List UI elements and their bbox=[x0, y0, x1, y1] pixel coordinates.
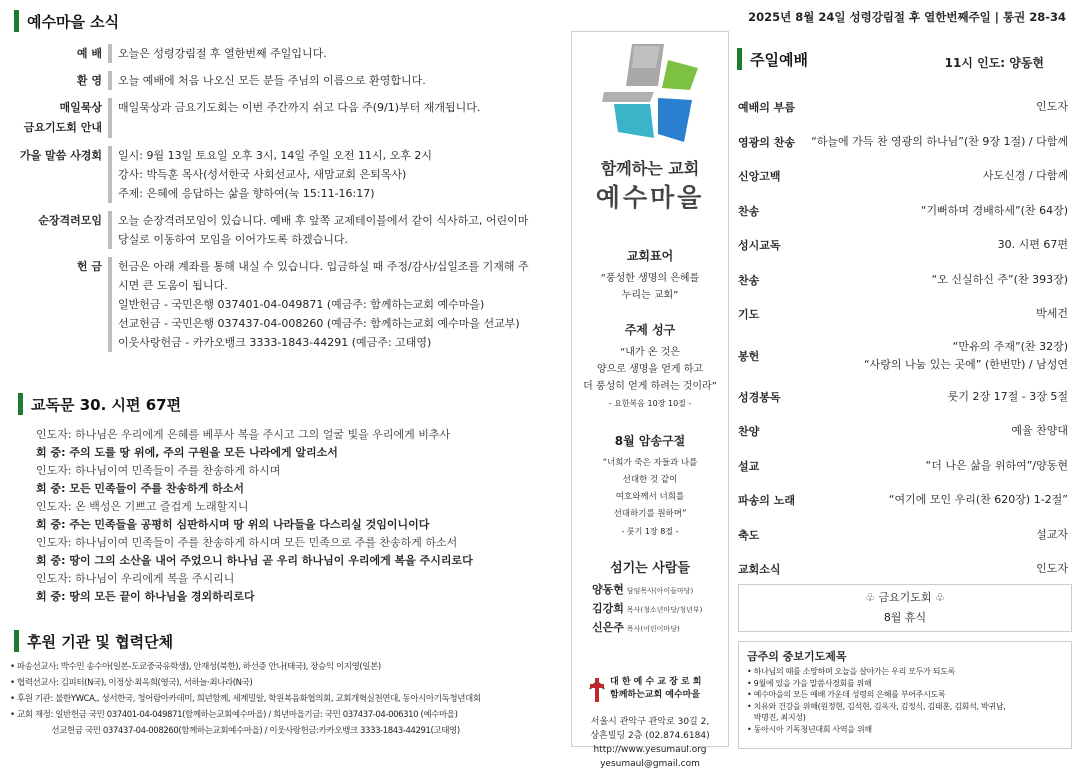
cross-icon bbox=[588, 675, 606, 703]
reading-line bbox=[36, 480, 536, 498]
verse-line: 더 풍성히 얻게 하려는 것이라” bbox=[583, 381, 717, 392]
worship-item bbox=[738, 228, 1068, 263]
sponsor-line: • 파송선교사: 박수민 송수아(일본-도쿄중국유학생), 안재성(북한), 하선증 안나(태국), 장승익 이지영(일본) bbox=[10, 662, 381, 672]
worship-item-line: “더 나은 삶을 위하여”/양동현 bbox=[925, 458, 1068, 472]
reading-line bbox=[36, 498, 536, 516]
worship-item-value bbox=[1036, 305, 1068, 323]
reading-line bbox=[36, 426, 536, 444]
verse-line: 양으로 생명을 얻게 하고 bbox=[596, 364, 704, 375]
theme-verse-title: 주제 성구 bbox=[624, 323, 676, 337]
worship-item-value bbox=[1036, 560, 1068, 578]
worship-item-line: “기뻐하며 경배하세”(찬 64장) bbox=[920, 203, 1068, 217]
prayer-topic: • 치유와 건강을 위해(원정현, 김석현, 김옥자, 김정식, 김태훈, 김회석, 박귀남, bbox=[747, 701, 1006, 711]
reading-speaker: 인도자 bbox=[36, 500, 68, 513]
reading-title-text: 교독문 30. 시편 67편 bbox=[31, 395, 182, 414]
news-item-line: 강사: 박득훈 목사(성서한국 사회선교사, 새맘교회 은퇴목사) bbox=[118, 168, 407, 181]
reading-separator: : bbox=[61, 482, 70, 495]
motto-title: 교회표어 bbox=[626, 249, 674, 263]
worship-item-line: 설교자 bbox=[1036, 527, 1068, 541]
news-item-line: 오늘 예배에 처음 나오신 모든 분들 주님의 이름으로 환영합니다. bbox=[118, 74, 426, 87]
news-item-body bbox=[118, 71, 534, 90]
reading-separator: : bbox=[67, 536, 76, 549]
reading-line bbox=[36, 462, 536, 480]
reading-speaker: 인도자 bbox=[36, 536, 68, 549]
worship-item bbox=[738, 125, 1068, 160]
news-divider-bar bbox=[108, 257, 112, 352]
reading-line bbox=[36, 570, 536, 588]
verse-line: 선대한 것 같이 bbox=[622, 475, 678, 485]
worship-item-value bbox=[921, 202, 1068, 220]
reading-text: 땅의 모든 끝이 하나님을 경외하리로다 bbox=[69, 590, 255, 603]
news-divider-bar bbox=[108, 146, 112, 203]
worship-item-value bbox=[889, 491, 1068, 509]
worship-item-value bbox=[998, 236, 1068, 254]
prayer-topic: • 예수마을의 모든 예배 가운데 성령의 은혜를 부어주시도록 bbox=[747, 690, 946, 699]
title-accent-bar bbox=[18, 393, 23, 415]
reading-speaker: 회 중 bbox=[36, 518, 62, 531]
worship-item-name: 설교 bbox=[738, 459, 760, 473]
reading-text: 하나님이 우리에게 복을 주시리니 bbox=[75, 572, 235, 585]
verse-line: “내가 온 것은 bbox=[620, 347, 680, 358]
news-item-line: 오늘은 성령강림절 후 열한번째 주일입니다. bbox=[118, 47, 327, 60]
reading-text: 주는 민족들을 공평히 심판하시며 땅 위의 나라들을 다스리실 것임이니이다 bbox=[69, 518, 430, 531]
news-divider-bar bbox=[108, 98, 112, 138]
memory-verse-text bbox=[572, 455, 728, 540]
sponsor-line: • 후원 기관: 불한YWCA,, 성서한국, 청어람아카데미, 희년함께, 세계밀알, 학원복음화협의회, 교회개혁실천연대, 동아시아기독청년대회 bbox=[10, 694, 481, 704]
reading-separator: : bbox=[61, 590, 70, 603]
worship-item-name: 찬양 bbox=[738, 425, 760, 439]
server-role: 목사(어린이마당) bbox=[626, 625, 680, 633]
memory-verse-title: 8월 암송구절 bbox=[614, 434, 686, 448]
sponsors-list bbox=[10, 659, 570, 739]
church-full-name: 함께하는교회 예수마을 bbox=[610, 690, 701, 700]
worship-item-line: “하늘에 가득 찬 영광의 하나님”(찬 9장 1절) / 다함께 bbox=[811, 134, 1068, 148]
news-item-label: 매일묵상 금요기도회 안내 bbox=[23, 101, 102, 134]
sponsor-line: • 교회 재정: 일반헌금 국민 037401-04-049871(함께하는교회예수마을) / 희년마을기금: 국민 037437-04-006310 (예수마을) bbox=[10, 710, 458, 720]
sponsor-line: 선교헌금 국민 037437-04-008260(함께하는교회예수마을) / 이웃사랑헌금:카카오뱅크 3333-1843-44291(고태영) bbox=[10, 726, 460, 736]
server-name: 김강희 bbox=[592, 602, 624, 615]
email-link[interactable]: yesumaul@gmail.com bbox=[600, 759, 700, 769]
server-role: 목사(청소년마당/청년부) bbox=[626, 606, 703, 614]
news-item-body bbox=[118, 146, 534, 203]
worship-item-name: 성경봉독 bbox=[738, 390, 781, 404]
worship-item-value bbox=[1036, 526, 1068, 544]
news-item-line: 당실로 이동하여 모임을 이어가도록 하겠습니다. bbox=[118, 233, 349, 246]
worship-item-line: “오 신실하신 주”(찬 393장) bbox=[931, 272, 1068, 286]
prayer-topic: • 하나님의 때를 소망하며 오늘을 살아가는 우리 모두가 되도록 bbox=[747, 667, 956, 676]
reading-line bbox=[36, 444, 536, 462]
worship-item-line: 룻기 2장 17절 - 3장 5절 bbox=[947, 389, 1068, 403]
news-item-line: 매일묵상과 금요기도회는 이번 주간까지 쉬고 다음 주(9/1)부터 재개됩니다. bbox=[118, 101, 481, 114]
prayer-topics-title: 금주의 중보기도제목 bbox=[747, 650, 847, 663]
worship-item-line: 30. 시편 67편 bbox=[997, 238, 1068, 252]
reading-separator: : bbox=[61, 446, 70, 459]
worship-item bbox=[738, 159, 1068, 194]
friday-prayer-note: 8월 휴식 bbox=[883, 611, 927, 624]
news-item bbox=[14, 44, 534, 63]
reading-speaker: 인도자 bbox=[36, 572, 68, 585]
server-entry bbox=[592, 619, 722, 638]
sponsor-line: • 협력선교사: 김피터(N국), 이정상·최옥희(영국), 서하늘·최나라(N국) bbox=[10, 678, 253, 688]
news-item bbox=[14, 98, 534, 138]
news-item-line: 일반헌금 - 국민은행 037401-04-049871 (예금주: 함께하는교회 예수마을) bbox=[118, 298, 485, 311]
motto-line: 누리는 교회” bbox=[621, 290, 679, 301]
worship-item-line: “여기에 모인 우리(찬 620장) 1-2절” bbox=[888, 493, 1068, 507]
news-item-label: 헌 금 bbox=[76, 260, 102, 273]
reading-line bbox=[36, 534, 536, 552]
news-list bbox=[14, 44, 534, 360]
worship-item bbox=[738, 332, 1068, 380]
worship-item bbox=[738, 414, 1068, 449]
reading-speaker: 회 중 bbox=[36, 590, 62, 603]
sponsors-title-text: 후원 기관 및 협력단체 bbox=[27, 632, 174, 651]
worship-title-text: 주일예배 bbox=[750, 50, 808, 69]
worship-item-name: 축도 bbox=[738, 528, 760, 542]
reading-text: 땅이 그의 소산을 내어 주었으니 하나님 곧 우리 하나님이 우리에게 복을 주시리로다 bbox=[69, 554, 473, 567]
reading-text: 온 백성은 기쁘고 즐겁게 노래할지니 bbox=[75, 500, 249, 513]
verse-line: 선대하기를 원하며” bbox=[613, 509, 687, 519]
news-item-label: 가을 말씀 사경회 bbox=[19, 149, 102, 162]
worship-item-name: 영광의 찬송 bbox=[738, 135, 795, 149]
news-item-body bbox=[118, 257, 534, 352]
prayer-topics-box bbox=[738, 641, 1072, 749]
worship-item-value bbox=[926, 457, 1068, 475]
verse-reference: - 요한복음 10장 10절 - bbox=[608, 399, 692, 408]
reading-speaker: 회 중 bbox=[36, 482, 62, 495]
worship-item-name: 기도 bbox=[738, 308, 760, 322]
news-item bbox=[14, 211, 534, 249]
worship-item bbox=[738, 194, 1068, 229]
church-name: 예수마을 bbox=[595, 183, 705, 212]
news-item-line: 일시: 9월 13일 토요일 오후 3시, 14일 주일 오전 11시, 오후 2시 bbox=[118, 149, 433, 162]
reading-separator: : bbox=[67, 428, 76, 441]
denomination-block bbox=[588, 675, 718, 703]
worship-item bbox=[738, 297, 1068, 332]
news-divider-bar bbox=[108, 44, 112, 63]
news-item-line: 선교헌금 - 국민은행 037437-04-008260 (예금주: 함께하는교회 예수마을 선교부) bbox=[118, 317, 520, 330]
news-item-line: 시면 큰 도움이 됩니다. bbox=[118, 279, 228, 292]
worship-item-name: 봉헌 bbox=[738, 349, 760, 363]
news-item bbox=[14, 71, 534, 90]
worship-item-line: 사도신경 / 다함께 bbox=[982, 169, 1068, 183]
worship-order bbox=[738, 90, 1068, 587]
worship-item-line: 예율 찬양대 bbox=[1011, 424, 1068, 438]
worship-item-value bbox=[983, 167, 1068, 185]
news-item-body bbox=[118, 98, 534, 138]
worship-item-line: 인도자 bbox=[1036, 562, 1068, 576]
worship-item bbox=[738, 380, 1068, 415]
prayer-topics-list bbox=[747, 666, 1063, 735]
church-address bbox=[572, 715, 728, 771]
reading-text: 하나님은 우리에게 은혜를 베푸사 복을 주시고 그의 얼굴 빛을 우리에게 비추사 bbox=[75, 428, 451, 441]
theme-verse-text bbox=[572, 344, 728, 412]
news-section-title bbox=[14, 10, 119, 32]
verse-reference: - 룻기 1장 8절 - bbox=[621, 527, 679, 536]
reading-text: 하나님이여 민족들이 주를 찬송하게 하시며 bbox=[75, 464, 281, 477]
reading-line bbox=[36, 516, 536, 534]
bulletin-date-line: 2025년 8월 24일 성령강림절 후 열한번째주일 | 통권 28-34 bbox=[748, 10, 1066, 24]
reading-text: 주의 도를 땅 위에, 주의 구원을 모든 나라에게 알리소서 bbox=[69, 446, 338, 459]
sponsors-section-title bbox=[14, 630, 173, 652]
server-name: 신은주 bbox=[592, 621, 624, 634]
reading-speaker: 인도자 bbox=[36, 428, 68, 441]
worship-item-name: 찬송 bbox=[738, 204, 760, 218]
reading-speaker: 인도자 bbox=[36, 464, 68, 477]
address-line: 상흔빌딩 2층 (02.874.6184) bbox=[590, 731, 710, 741]
server-entry bbox=[592, 600, 722, 619]
news-item-line: 헌금은 아래 계좌를 통해 내실 수 있습니다. 입금하실 때 주정/감사/십일조를 기재해 주 bbox=[118, 260, 529, 273]
denomination-name: 대 한 예 수 교 장 로 회 bbox=[610, 677, 702, 687]
reading-speaker: 회 중 bbox=[36, 554, 62, 567]
reading-speaker: 회 중 bbox=[36, 446, 62, 459]
server-role: 담임목사(아이들마당) bbox=[626, 587, 694, 595]
worship-section-title bbox=[737, 48, 808, 70]
worship-time-leader: 11시 인도: 양동현 bbox=[944, 56, 1044, 70]
verse-line: “너희가 죽은 자들과 나를 bbox=[602, 458, 698, 468]
news-item bbox=[14, 257, 534, 352]
reading-separator: : bbox=[61, 554, 70, 567]
worship-item bbox=[738, 263, 1068, 298]
title-accent-bar bbox=[737, 48, 742, 70]
news-item-label: 순장격려모임 bbox=[38, 214, 102, 227]
worship-item-value bbox=[948, 388, 1068, 406]
worship-item-name: 성시교독 bbox=[738, 239, 781, 253]
news-title-text: 예수마을 소식 bbox=[27, 12, 120, 31]
prayer-topic: • 동아시아 기독청년대회 사역을 위해 bbox=[747, 724, 872, 734]
news-divider-bar bbox=[108, 211, 112, 249]
worship-item bbox=[738, 483, 1068, 518]
motto-text bbox=[572, 270, 728, 304]
worship-item bbox=[738, 449, 1068, 484]
server-name: 양동현 bbox=[592, 583, 624, 596]
worship-item-name: 찬송 bbox=[738, 273, 760, 287]
news-item bbox=[14, 146, 534, 203]
worship-item-line: “만유의 주재”(찬 32장) bbox=[952, 339, 1068, 353]
servers-list bbox=[592, 581, 722, 638]
news-item-line: 주제: 은혜에 응답하는 삶을 향하여(눅 15:11-16:17) bbox=[118, 187, 375, 200]
church-subname: 함께하는 교회 bbox=[600, 159, 700, 178]
news-item-label: 환 영 bbox=[76, 74, 102, 87]
worship-item-name: 신앙고백 bbox=[738, 170, 781, 184]
news-item-line: 오늘 순장격려모임이 있습니다. 예배 후 앞쪽 교제테이블에서 같이 식사하고, 어린이마 bbox=[118, 214, 529, 227]
website-link[interactable]: http://www.yesumaul.org bbox=[593, 745, 707, 755]
worship-item-name: 파송의 노래 bbox=[738, 494, 795, 508]
worship-item-line: 인도자 bbox=[1036, 100, 1068, 114]
prayer-topic: 박명진, 최지성) bbox=[747, 713, 806, 722]
worship-item-value bbox=[864, 338, 1068, 374]
news-item-body bbox=[118, 211, 534, 249]
news-item-body bbox=[118, 44, 534, 63]
worship-item-value bbox=[932, 271, 1068, 289]
news-divider-bar bbox=[108, 71, 112, 90]
news-item-line: 이웃사랑헌금 - 카카오뱅크 3333-1843-44291 (예금주: 고태영) bbox=[118, 336, 432, 349]
prayer-topic: • 9월에 있을 가을 말씀사경회를 위해 bbox=[747, 678, 872, 688]
title-accent-bar bbox=[14, 10, 19, 32]
church-logo-icon bbox=[594, 38, 706, 150]
worship-item-line: “사랑의 나눔 있는 곳에” (한번만) / 남성연 bbox=[863, 357, 1068, 371]
reading-line bbox=[36, 588, 536, 606]
verse-line: 여호와께서 너희를 bbox=[615, 492, 685, 502]
responsive-reading bbox=[36, 426, 536, 606]
worship-item-name: 예배의 부름 bbox=[738, 101, 795, 115]
title-accent-bar bbox=[14, 630, 19, 652]
reading-separator: : bbox=[67, 464, 76, 477]
reading-separator: : bbox=[67, 500, 76, 513]
server-entry bbox=[592, 581, 722, 600]
friday-prayer-title: ♧ 금요기도회 ♧ bbox=[865, 591, 945, 604]
news-item-label: 예 배 bbox=[76, 47, 102, 60]
reading-line bbox=[36, 552, 536, 570]
motto-line: “풍성한 생명의 은혜를 bbox=[600, 273, 700, 284]
address-line: 서울시 관악구 관악로 30길 2, bbox=[590, 717, 710, 727]
reading-section-title bbox=[18, 393, 181, 415]
worship-item bbox=[738, 518, 1068, 553]
worship-item-value bbox=[1036, 98, 1068, 116]
worship-item bbox=[738, 552, 1068, 587]
reading-text: 하나님이여 민족들이 주를 찬송하게 하시며 모든 민족으로 주를 찬송하게 하소서 bbox=[75, 536, 458, 549]
worship-item bbox=[738, 90, 1068, 125]
worship-item-name: 교회소식 bbox=[738, 563, 781, 577]
reading-separator: : bbox=[67, 572, 76, 585]
friday-prayer-box bbox=[738, 584, 1072, 632]
reading-text: 모든 민족들이 주를 찬송하게 하소서 bbox=[69, 482, 245, 495]
servers-title: 섬기는 사람들 bbox=[610, 561, 690, 576]
church-info-column bbox=[571, 31, 729, 769]
worship-item-value bbox=[811, 133, 1068, 151]
reading-separator: : bbox=[61, 518, 70, 531]
worship-item-value bbox=[1011, 422, 1068, 440]
worship-item-line: 박세건 bbox=[1036, 307, 1068, 321]
